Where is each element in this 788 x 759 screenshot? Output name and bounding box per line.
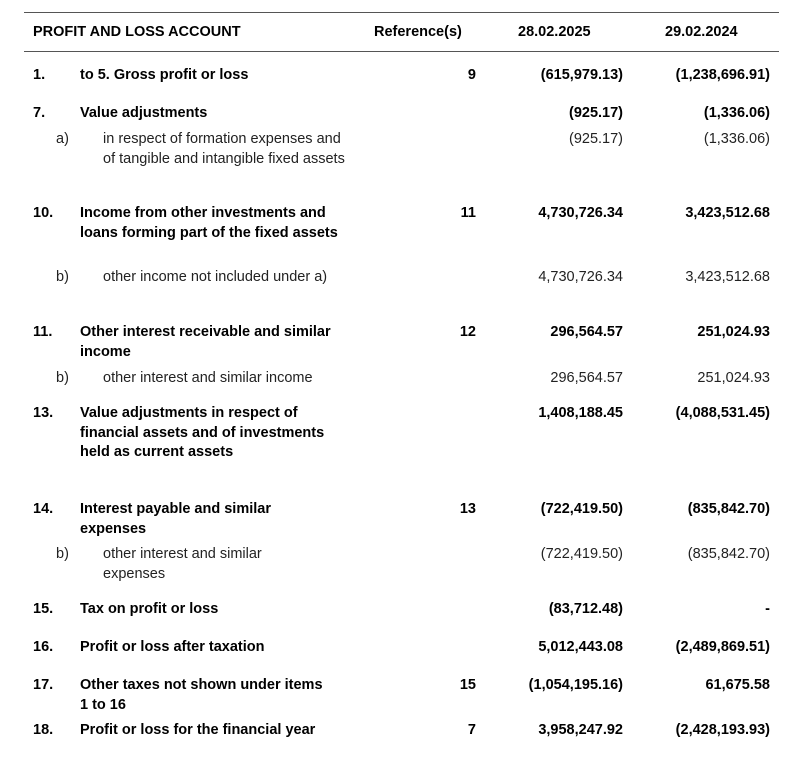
row-subletter: b) bbox=[56, 546, 69, 562]
row-label: Other taxes not shown under items 1 to 16 bbox=[80, 677, 323, 713]
row-value-2025: (722,419.50) bbox=[540, 501, 623, 517]
row-number: 7. bbox=[33, 105, 46, 121]
row-value-2025: 5,012,443.08 bbox=[538, 639, 623, 655]
row-value-2024: 3,423,512.68 bbox=[685, 205, 770, 221]
row-reference: 15 bbox=[459, 677, 476, 693]
row-label: Value adjustments in respect of financial assets and of investments held as current assets bbox=[80, 405, 325, 460]
row-value-2024: (835,842.70) bbox=[687, 546, 770, 562]
table-header-rule bbox=[24, 51, 779, 52]
row-value-2025: 296,564.57 bbox=[550, 370, 623, 386]
table-top-rule bbox=[24, 12, 779, 13]
row-value-2025: (925.17) bbox=[568, 105, 623, 121]
period-2025-header: 28.02.2025 bbox=[518, 24, 591, 40]
row-reference: 7 bbox=[467, 722, 476, 738]
period-2024-header: 29.02.2024 bbox=[665, 24, 738, 40]
row-label: Profit or loss for the financial year bbox=[80, 722, 316, 738]
row-reference: 12 bbox=[459, 324, 476, 340]
row-value-2024: 251,024.93 bbox=[697, 324, 770, 340]
row-label: other income not included under a) bbox=[103, 269, 328, 285]
row-value-2024: (2,489,869.51) bbox=[675, 639, 770, 655]
row-number: 11. bbox=[33, 324, 53, 340]
row-number: 1. bbox=[33, 67, 46, 83]
row-value-2025: 4,730,726.34 bbox=[538, 269, 623, 285]
row-value-2024: 3,423,512.68 bbox=[685, 269, 770, 285]
row-value-2025: (1,054,195.16) bbox=[528, 677, 623, 693]
row-reference: 11 bbox=[460, 205, 476, 221]
row-label: Income from other investments and loans forming part of the fixed assets bbox=[80, 205, 338, 241]
row-number: 17. bbox=[33, 677, 54, 693]
row-number: 13. bbox=[33, 405, 54, 421]
row-subletter: b) bbox=[56, 269, 69, 285]
row-value-2024: 251,024.93 bbox=[697, 370, 770, 386]
row-value-2024: 61,675.58 bbox=[705, 677, 770, 693]
row-value-2025: (722,419.50) bbox=[540, 546, 623, 562]
row-label: Profit or loss after taxation bbox=[80, 639, 265, 655]
row-label: other interest and similar expenses bbox=[103, 546, 262, 582]
row-label: Interest payable and similar expenses bbox=[80, 501, 271, 537]
row-label: other interest and similar income bbox=[103, 370, 313, 386]
row-number: 15. bbox=[33, 601, 54, 617]
row-value-2024: - bbox=[765, 601, 770, 617]
row-value-2024: (1,336.06) bbox=[703, 105, 770, 121]
row-value-2024: (835,842.70) bbox=[687, 501, 770, 517]
table-title: PROFIT AND LOSS ACCOUNT bbox=[33, 24, 241, 40]
row-label: to 5. Gross profit or loss bbox=[80, 67, 249, 83]
row-label: Other interest receivable and similar income bbox=[80, 324, 331, 360]
row-value-2024: (4,088,531.45) bbox=[675, 405, 770, 421]
row-value-2025: 4,730,726.34 bbox=[538, 205, 623, 221]
row-value-2025: (83,712.48) bbox=[548, 601, 623, 617]
row-subletter: a) bbox=[56, 131, 69, 147]
row-value-2024: (1,238,696.91) bbox=[675, 67, 770, 83]
row-value-2024: (1,336.06) bbox=[703, 131, 770, 147]
row-value-2024: (2,428,193.93) bbox=[675, 722, 770, 738]
row-value-2025: 3,958,247.92 bbox=[538, 722, 623, 738]
row-number: 18. bbox=[33, 722, 54, 738]
row-value-2025: (925.17) bbox=[568, 131, 623, 147]
row-reference: 9 bbox=[467, 67, 476, 83]
row-number: 10. bbox=[33, 205, 54, 221]
row-subletter: b) bbox=[56, 370, 69, 386]
row-value-2025: 296,564.57 bbox=[550, 324, 623, 340]
reference-header: Reference(s) bbox=[374, 24, 462, 40]
row-number: 16. bbox=[33, 639, 54, 655]
row-number: 14. bbox=[33, 501, 54, 517]
row-value-2025: (615,979.13) bbox=[540, 67, 623, 83]
row-value-2025: 1,408,188.45 bbox=[538, 405, 623, 421]
row-label: in respect of formation expenses and of tangible and intangible fixed assets bbox=[103, 131, 345, 167]
row-label: Value adjustments bbox=[80, 105, 208, 121]
row-label: Tax on profit or loss bbox=[80, 601, 219, 617]
row-reference: 13 bbox=[459, 501, 476, 517]
